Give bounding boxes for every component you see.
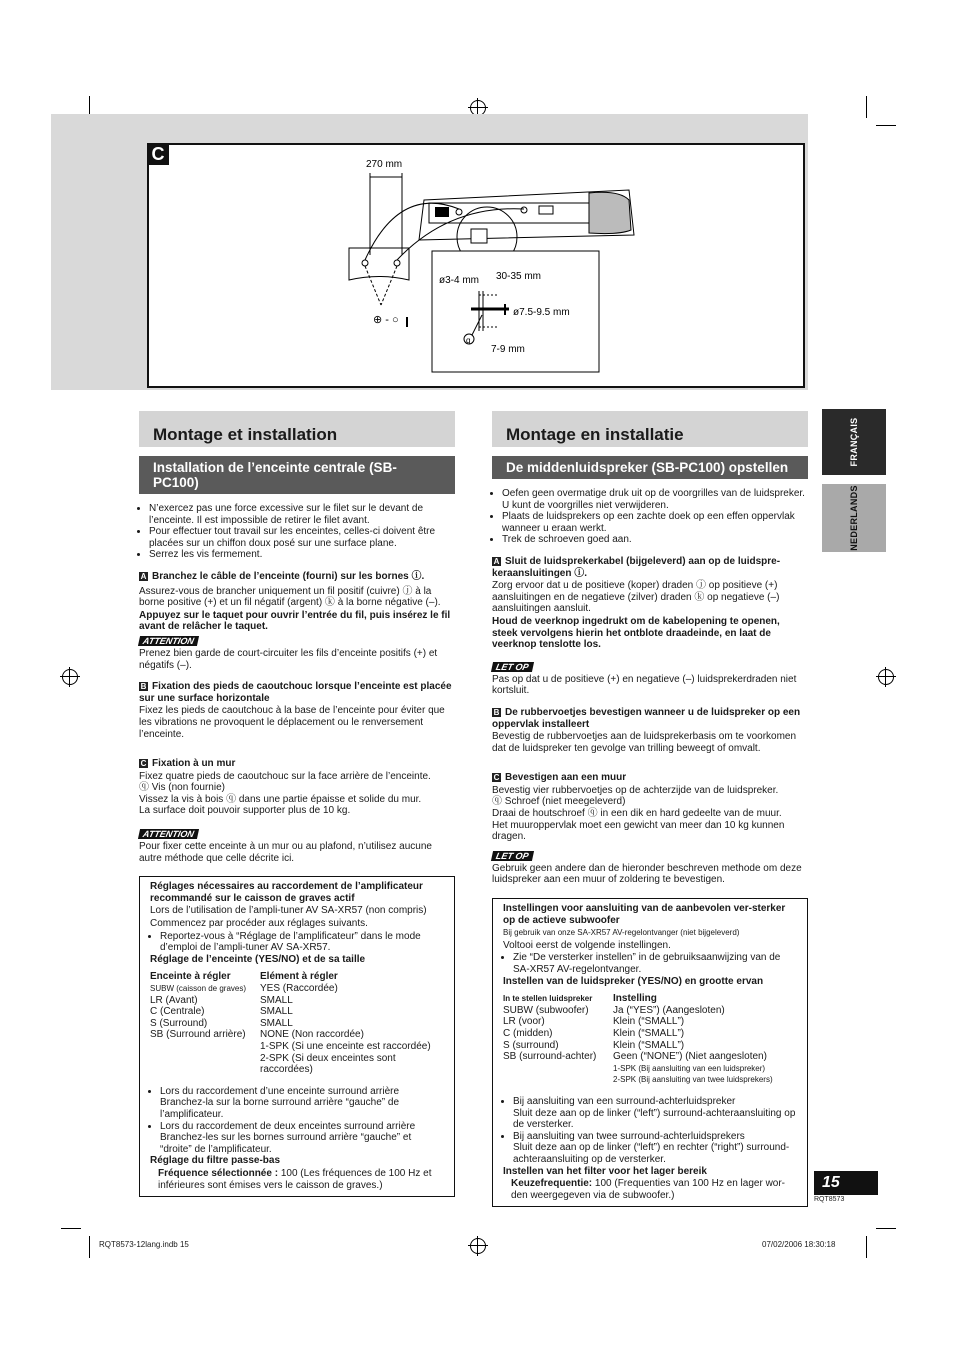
step-heading: Fixation à un mur	[152, 758, 236, 770]
crop-mark	[866, 1236, 867, 1258]
paragraph-bold: Appuyez sur le taquet pour ouvrir l’entrée du fil, puis insérez le fil avant de relâcher le taquet.	[139, 609, 451, 633]
table-row: 2-SPK (Si deux enceintes sont raccordées)	[260, 1052, 396, 1076]
paragraph-bold: Houd de veerknop ingedrukt om de kabelopening te openen, steek vervolgens hierin het ontblote draadeinde, en laat de veerknop tenslotte los.	[492, 615, 780, 651]
list-item: • Lors du raccordement d’une enceinte surround arrière Branchez-la sur la borne surround arrière “gauche” de l’amplificateur.	[160, 1086, 444, 1121]
page-number: 15	[814, 1171, 878, 1195]
paragraph: Pour fixer cette enceinte à un mur ou au plafond, n’utilisez aucune autre méthode que celle décrite ici.	[139, 841, 432, 864]
list-item: • Plaats de luidsprekers op een zachte doek op een effen oppervlak wanneer u eraan werkt.	[502, 511, 808, 534]
paragraph: ⓠ Vis (non fournie)	[139, 782, 225, 794]
paragraph: Pas op dat u de positieve (+) en negatieve (–) luidsprekerdraden niet kortsluit.	[492, 673, 797, 697]
paragraph: Lors de l’utilisation de l’ampli-tuner AV SA-XR57 (non compris)	[150, 905, 427, 917]
table-header: Enceinte à régler	[150, 971, 231, 983]
box-subheading: Réglage du filtre passe-bas	[150, 1155, 281, 1167]
crop-mark	[866, 96, 867, 118]
list-item: • Reportez-vous à “Réglage de l’amplificateur” dans le mode d’emploi de l’ampli-tuner AV SA-XR57.	[160, 931, 444, 954]
box-subheading: Réglage de l’enceinte (YES/NO) et de sa taille	[150, 953, 366, 965]
tab-francais	[822, 409, 886, 475]
step-label: B	[140, 682, 147, 692]
list-item: • Bij aansluiting van een surround-achterluidspreker Sluit deze aan op de linker (“left”) surround-achteraansluiting op de versterker.	[513, 1096, 797, 1131]
svg-text:⊕ - ○: ⊕ - ○	[373, 314, 399, 326]
list-item: • Bij aansluiting van twee surround-achterluidsprekers Sluit deze aan op de linker (“left”) en rechter (“right”) surround-achteraansluiting op de versterker.	[513, 1131, 797, 1166]
table-row: SUBW (caisson de graves) YES (Raccordée)	[150, 983, 338, 994]
paragraph: Bevestig vier rubbervoetjes op de achterzijde van de luidspreker.	[492, 784, 779, 796]
section-heading-nl: De middenluidspreker (SB-PC100) opstellen	[492, 456, 808, 479]
figure-box	[147, 143, 805, 388]
step-label: C	[140, 759, 147, 769]
doc-code: RQT8573	[814, 1196, 845, 1203]
paragraph: Keuzefrequentie: 100 (Frequenties van 100 Hz en lager wor-den weergegeven via de subwoofer.)	[511, 1178, 786, 1201]
step-heading: Fixation des pieds de caoutchouc lorsque l’enceinte est placée sur une surface horizontale	[139, 681, 452, 704]
paragraph: Draai de houtschroef ⓠ in een dik en hard gedeelte van de muur.	[492, 808, 782, 820]
table-row: SB (surround-achter) Geen (“NONE”) (Niet aangesloten)	[503, 1051, 767, 1063]
paragraph: ⓠ Schroef (niet meegeleverd)	[492, 796, 626, 808]
table-row: LR (voor) Klein (“SMALL”)	[503, 1016, 685, 1028]
table-row: S (Surround) SMALL	[150, 1017, 293, 1029]
step-heading: De rubbervoetjes bevestigen wanneer u de luidspreker op een oppervlak installeert	[492, 706, 801, 730]
settings-box-nl	[492, 898, 808, 1207]
crop-mark	[876, 1228, 896, 1229]
let-op-badge: LET OP	[491, 851, 534, 861]
step-label: C	[493, 773, 500, 783]
step-heading: Sluit de luidsprekerkabel (bijgeleverd) aan op de luidspre-keraansluitingen ⓘ.	[492, 555, 781, 579]
list-item: • Lors du raccordement de deux enceintes surround arrière Branchez-les sur les bornes surround arrière “gauche” et “droite” de l’amplificateur.	[160, 1121, 444, 1156]
tab-francais-label: FRANÇAIS	[849, 417, 859, 467]
table-row: 1-SPK (Bij aansluiting van een luidspreker)	[613, 1063, 766, 1073]
table-row: SUBW (subwoofer) Ja (“YES”) (Aangesloten)	[503, 1004, 725, 1016]
registration-mark-icon	[62, 669, 78, 685]
tab-nederlands	[822, 484, 886, 552]
paragraph: Het muuroppervlak moet een gewicht van meer dan 10 kg kunnen dragen.	[492, 819, 785, 843]
step-heading: Branchez le câble de l’enceinte (fourni) sur les bornes ⓘ.	[152, 570, 425, 582]
step-heading: Bevestigen aan een muur	[505, 772, 627, 784]
table-header: Instelling	[613, 993, 657, 1005]
tab-nederlands-label: NEDERLANDS	[849, 485, 859, 551]
paragraph: Commencez par procéder aux réglages suivants.	[150, 918, 368, 930]
table-row: SB (Surround arrière) NONE (Non raccordée)	[150, 1029, 364, 1041]
dim-depth-label: 30-35 mm	[496, 271, 542, 282]
paragraph: Zorg ervoor dat u de positieve (koper) draden ⓙ op positieve (+) aansluitingen en de negatieve (zilver) draden ⓚ op negatieve (–) aansluitingen aansluit.	[492, 580, 780, 615]
box-title: Instellingen voor aansluiting van de aanbevolen ver-sterker op de actieve subwoofer	[503, 903, 786, 926]
dim-head-label: ø7.5-9.5 mm	[513, 307, 570, 318]
box-subheading: Instellen van het filter voor het lager bereik	[503, 1165, 707, 1177]
table-row: 1-SPK (Si une enceinte est raccordée)	[260, 1040, 431, 1052]
list-item: • Zie “De versterker instellen” in de gebruiksaanwijzing van de SA-XR57 AV-regelontvanger.	[513, 952, 797, 975]
crop-mark	[876, 125, 896, 126]
table-header: In te stellen luidspreker	[503, 994, 593, 1004]
step-label: B	[493, 707, 500, 717]
let-op-badge: LET OP	[491, 662, 534, 672]
step-label: A	[493, 556, 500, 566]
paragraph: Assurez-vous de brancher uniquement un fil positif (cuivre) ⓙ à la borne positive (+) et un fil négatif (argent) ⓚ à la borne négative (–).	[139, 585, 441, 609]
dim-top-label: 270 mm	[366, 159, 403, 170]
box-subheading: Instellen van de luidspreker (YES/NO) en grootte ervan	[503, 975, 764, 987]
paragraph: Fixez les pieds de caoutchouc à la base de l’enceinte pour éviter que les vibrations ne provoquent le déplacement ou le renversement l’enceinte.	[139, 705, 445, 740]
paragraph: Vissez la vis à bois ⓠ dans une partie épaisse et solide du mur.	[139, 793, 422, 805]
registration-mark-icon	[878, 669, 894, 685]
wall-mount-diagram	[149, 145, 803, 386]
file-info: RQT8573-12lang.indb 15	[99, 1240, 189, 1249]
table-row: 2-SPK (Bij aansluiting van twee luidsprekers)	[613, 1075, 773, 1085]
table-row: LR (Avant) SMALL	[150, 994, 293, 1006]
column-dutch	[492, 411, 808, 1207]
figure-letter: C	[147, 143, 169, 165]
date-info: 07/02/2006 18:30:18	[762, 1240, 836, 1249]
settings-box-fr	[139, 876, 455, 1197]
dim-gap-label: 7-9 mm	[491, 344, 525, 355]
table-row: S (surround) Klein (“SMALL”)	[503, 1039, 685, 1051]
table-row: C (Centrale) SMALL	[150, 1006, 293, 1018]
column-french	[139, 411, 455, 1197]
list-item: • Pour effectuer tout travail sur les enceintes, celles-ci doivent être placées sur un chiffon doux posé sur une surface plane.	[149, 526, 455, 549]
list-item: • Oefen geen overmatige druk uit op de voorgrilles van de luidspreker. U kunt de voorgrilles niet verwijderen.	[502, 488, 808, 511]
paragraph: Prenez bien garde de court-circuiter les fils d’enceinte positifs (+) et négatifs (–).	[139, 647, 438, 671]
list-item: • Trek de schroeven goed aan.	[502, 534, 808, 546]
page-title-nl: Montage en installatie	[492, 411, 808, 447]
step-label: A	[140, 571, 147, 581]
section-heading-fr: Installation de l’enceinte centrale (SB-PC100)	[139, 456, 455, 494]
paragraph: Bij gebruik van onze SA-XR57 AV-regelontvanger (niet bijgeleverd)	[503, 928, 740, 938]
registration-mark-icon	[470, 1238, 486, 1254]
table-header: Elément à régler	[260, 971, 338, 983]
crop-mark	[89, 1236, 90, 1258]
list-item: • Serrez les vis fermement.	[149, 549, 455, 561]
page-title-fr: Montage et installation	[139, 411, 455, 447]
list-item: • N’exercez pas une force excessive sur le filet sur le devant de l’enceinte. Il est impossible de retirer le filet avant.	[149, 503, 455, 526]
dim-hole-label: ø3-4 mm	[439, 275, 479, 286]
attention-badge: ATTENTION	[138, 829, 199, 839]
paragraph: Gebruik geen andere dan de hieronder beschreven methode om deze luidspreker aan een muur of zoldering te bevestigen.	[492, 862, 802, 886]
paragraph: Voltooi eerst de volgende instellingen.	[503, 939, 671, 951]
paragraph: Fixez quatre pieds de caoutchouc sur la face arrière de l’enceinte.	[139, 770, 431, 782]
crop-mark	[61, 1228, 81, 1229]
paragraph: La surface doit pouvoir supporter plus de 10 kg.	[139, 805, 351, 817]
screw-marker: q	[466, 336, 471, 345]
paragraph: Bevestig de rubbervoetjes aan de luidsprekerbasis om te voorkomen dat de luidspreker ten gevolge van trilling beweegt of omvalt.	[492, 731, 797, 754]
box-title: Réglages nécessaires au raccordement de l’amplificateur recommandé sur le caisson de graves actif	[150, 881, 423, 904]
table-row: C (midden) Klein (“SMALL”)	[503, 1027, 685, 1039]
attention-badge: ATTENTION	[138, 636, 199, 646]
paragraph: Fréquence sélectionnée : 100 (Les fréquences de 100 Hz et inférieures sont émises vers le caisson de graves.)	[158, 1167, 432, 1191]
